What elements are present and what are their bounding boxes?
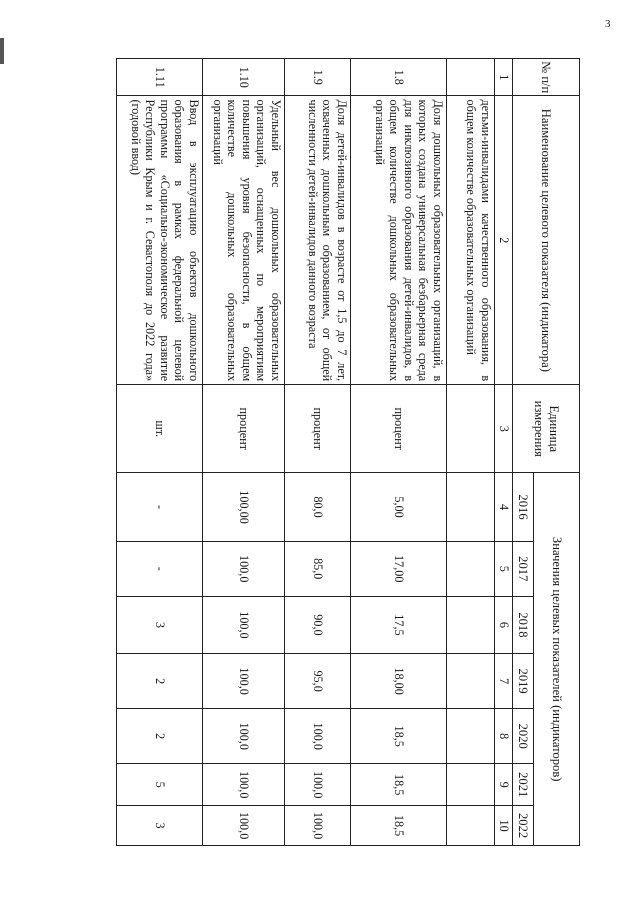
row-name: детьми-инвалидами качественного образования, в общем количестве образовательных организаций	[447, 96, 495, 385]
row-value: 85,0	[285, 541, 351, 596]
row-value: 17,5	[351, 596, 447, 653]
header-year: 2022	[513, 806, 534, 846]
header-year: 2019	[513, 654, 534, 709]
header-unit: Единица измерения	[513, 385, 580, 473]
row-value: 100,0	[203, 709, 285, 764]
row-value: 2	[117, 709, 203, 764]
row-value: 100,0	[203, 806, 285, 846]
column-number: 1	[495, 59, 513, 96]
row-value: 18,5	[351, 709, 447, 764]
row-value: -	[117, 541, 203, 596]
header-year: 2021	[513, 764, 534, 806]
column-number: 2	[495, 96, 513, 385]
row-value: 2	[117, 654, 203, 709]
row-value: 100,0	[203, 541, 285, 596]
row-value: 18,5	[351, 764, 447, 806]
row-value: 100,0	[285, 806, 351, 846]
row-name: Удельный вес дошкольных образовательных организаций, оснащенных по мероприятиям повышения уровня безопасности, в общем количестве дошкольных образовательных организаций	[203, 96, 285, 385]
row-num: 1.10	[203, 59, 285, 96]
header-year: 2016	[513, 473, 534, 541]
row-value: 100,00	[203, 473, 285, 541]
column-number: 8	[495, 709, 513, 764]
table-row	[447, 59, 495, 846]
row-unit: процент	[351, 385, 447, 473]
row-value: 100,0	[203, 654, 285, 709]
row-name: Доля дошкольных образовательных организаций, в которых создана универсальная безбарьерная среда для инклюзивного образования детей-инвалидов, в общем количестве дошкольных образовательных организаций	[351, 96, 447, 385]
header-values-group: Значения целевых показателей (индикаторов)	[534, 473, 580, 846]
row-value: 100,0	[285, 764, 351, 806]
row-unit	[447, 385, 495, 473]
column-number: 3	[495, 385, 513, 473]
row-value: 17,00	[351, 541, 447, 596]
row-value	[447, 596, 495, 653]
indicators-table	[116, 58, 580, 846]
row-value: 5,00	[351, 473, 447, 541]
column-number: 7	[495, 654, 513, 709]
row-unit: процент	[203, 385, 285, 473]
row-num	[447, 59, 495, 96]
row-value: 3	[117, 806, 203, 846]
header-name: Наименование целевого показателя (индикатора)	[513, 96, 580, 385]
column-number: 10	[495, 806, 513, 846]
row-name: Ввод в эксплуатацию объектов дошкольного образования в рамках федеральной целевой программы «Социально-экономическое развитие Республики Крым и г. Севастополя до 2022 года» (годовой ввод)	[117, 96, 203, 385]
row-value	[447, 473, 495, 541]
row-value	[447, 764, 495, 806]
row-value: 18,00	[351, 654, 447, 709]
row-value: -	[117, 473, 203, 541]
row-value: 3	[117, 596, 203, 653]
row-num: 1.9	[285, 59, 351, 96]
header-year: 2017	[513, 541, 534, 596]
header-year: 2020	[513, 709, 534, 764]
row-num: 1.8	[351, 59, 447, 96]
row-value: 80,0	[285, 473, 351, 541]
scan-edge-mark	[0, 38, 4, 64]
page-number: 3	[605, 18, 611, 30]
rotated-table-container	[129, 58, 580, 846]
row-value: 100,0	[203, 764, 285, 806]
table-row	[203, 59, 285, 846]
row-value: 5	[117, 764, 203, 806]
column-number: 5	[495, 541, 513, 596]
row-unit: шт.	[117, 385, 203, 473]
table-row	[351, 59, 447, 846]
row-value	[447, 709, 495, 764]
row-value	[447, 654, 495, 709]
row-unit: процент	[285, 385, 351, 473]
row-value	[447, 541, 495, 596]
row-name: Доля детей-инвалидов в возрасте от 1,5 до 7 лет, охваченных дошкольным образованием, от общей численности детей-инвалидов данного возраста	[285, 96, 351, 385]
column-number: 4	[495, 473, 513, 541]
row-value: 90,0	[285, 596, 351, 653]
header-year: 2018	[513, 596, 534, 653]
row-value: 100,0	[285, 709, 351, 764]
row-value	[447, 806, 495, 846]
row-num: 1.11	[117, 59, 203, 96]
table-row	[285, 59, 351, 846]
row-value: 18,5	[351, 806, 447, 846]
row-value: 95,0	[285, 654, 351, 709]
header-num: № п/п	[513, 59, 580, 96]
column-number: 6	[495, 596, 513, 653]
table-row	[117, 59, 203, 846]
column-number: 9	[495, 764, 513, 806]
row-value: 100,0	[203, 596, 285, 653]
